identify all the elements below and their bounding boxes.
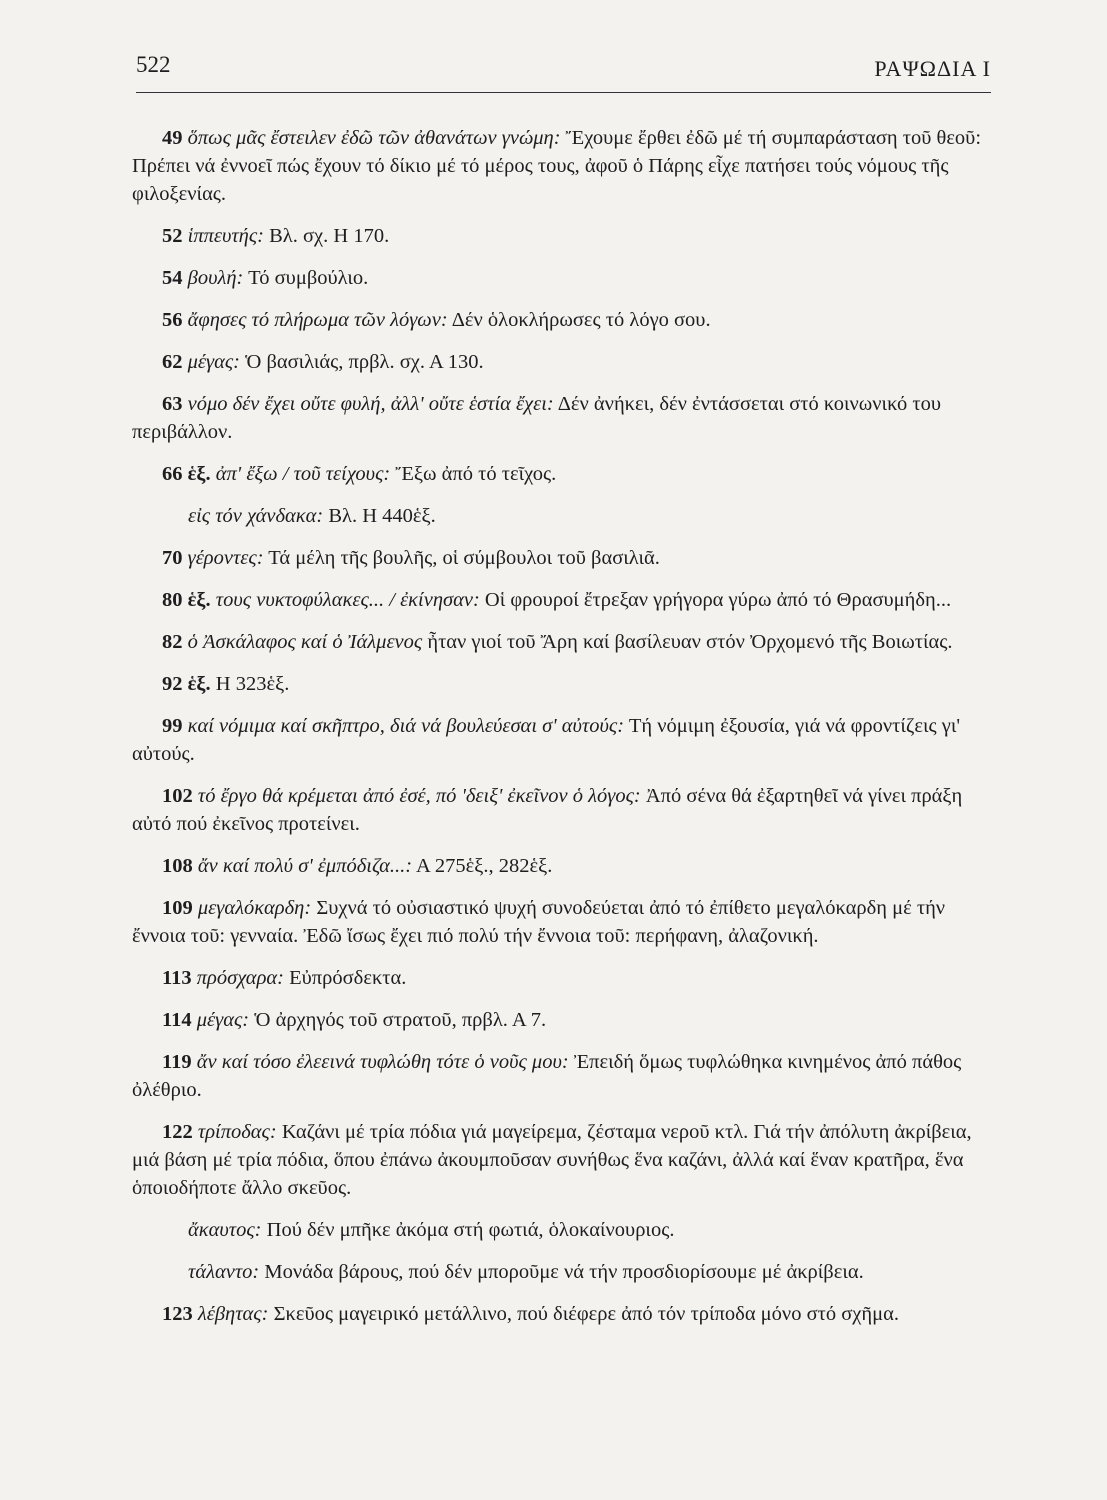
lemma: ὅπως μᾶς ἔστειλεν ἐδῶ τῶν ἀθανάτων γνώμη: [187,127,561,149]
note-entry [132,712,987,768]
verse-number: 70 [162,547,183,569]
lemma: γέροντες: [187,547,264,569]
lemma: εἰς τόν χάνδακα: [188,505,324,527]
note-entry [132,1300,987,1328]
gloss-text: Α 275ἑξ., 282ἑξ. [416,855,553,877]
lemma: ἄκαυτος: [188,1219,262,1241]
note-entry [132,1216,987,1244]
note-entry [132,1006,987,1034]
note-entry [132,964,987,992]
gloss-text: Ἔξω ἀπό τό τεῖχος. [395,463,557,485]
verse-number: 108 [162,855,193,877]
lemma: ὁ Ἀσκάλαφος καί ὁ Ἰάλμενος [187,631,423,653]
gloss-text: Ὁ ἀρχηγός τοῦ στρατοῦ, πρβλ. Α 7. [254,1009,547,1031]
note-entry [132,222,987,250]
verse-number: 49 [162,127,183,149]
gloss-text: Πού δέν μπῆκε ἀκόμα στή φωτιά, ὁλοκαίνουριος. [266,1219,675,1241]
gloss-text: Μονάδα βάρους, πού δέν μποροῦμε νά τήν προσδιορίσουμε μέ ἀκρίβεια. [264,1261,864,1283]
gloss-text: Βλ. σχ. Η 170. [269,225,390,247]
lemma: ἄν καί τόσο ἐλεεινά τυφλώθη τότε ὁ νοῦς μου: [196,1051,569,1073]
verse-number: 99 [162,715,183,737]
verse-number: 113 [162,967,192,989]
verse-number: 54 [162,267,183,289]
gloss-text: Ὁ βασιλιάς, πρβλ. σχ. Α 130. [245,351,484,373]
gloss-text: Καζάνι μέ τρία πόδια γιά μαγείρεμα, ζέσταμα νεροῦ κτλ. Γιά τήν ἀπόλυτη ἀκρίβεια, μιά βάση μέ τρία πόδια, ὅπου ἐπάνω ἀκουμποῦσαν συνήθως ἕνα καζάνι, ἀλλά καί ἕναν κρατῆρα, ἕνα ὁποιοδήποτε ἄλλο σκεῦος. [132,1121,972,1199]
lemma: ἱππευτής: [187,225,264,247]
gloss-text: Δέν ὁλοκλήρωσες τό λόγο σου. [451,309,711,331]
gloss-text: Δέν ἀνήκει, δέν ἐντάσσεται στό κοινωνικό του περιβάλλον. [132,393,941,443]
lemma: βουλή: [187,267,244,289]
lemma: καί νόμιμα καί σκῆπτρο, διά νά βουλεύεσαι σ' αὐτούς: [187,715,625,737]
verse-number: 119 [162,1051,192,1073]
gloss-text: ἦταν γιοί τοῦ Ἄρη καί βασίλευαν στόν Ὀρχομενό τῆς Βοιωτίας. [427,631,953,653]
note-entry [132,502,987,530]
lemma: τάλαντο: [188,1261,260,1283]
verse-number: 82 [162,631,183,653]
verse-number: 123 [162,1303,193,1325]
gloss-text: Η 323ἑξ. [215,673,290,695]
verse-number: 80 ἑξ. [162,589,211,611]
note-entry [132,670,987,698]
gloss-text: Εὐπρόσδεκτα. [289,967,407,989]
verse-number: 102 [162,785,193,807]
gloss-text: Σκεῦος μαγειρικό μετάλλινο, πού διέφερε ἀπό τόν τρίποδα μόνο στό σχῆμα. [273,1303,899,1325]
verse-number: 92 ἑξ. [162,673,211,695]
gloss-text: Ἐπειδή ὅμως τυφλώθηκα κινημένος ἀπό πάθος ὀλέθριο. [132,1051,962,1101]
verse-number: 109 [162,897,193,919]
verse-number: 56 [162,309,183,331]
note-entry [132,1258,987,1286]
verse-number: 62 [162,351,183,373]
gloss-text: Τό συμβούλιο. [248,267,369,289]
lemma: τους νυκτοφύλακες... / ἐκίνησαν: [215,589,480,611]
note-entry [132,782,987,838]
note-entry [132,124,987,208]
note-entry [132,852,987,880]
running-title: ΡΑΨΩΔΙΑ Ι [874,56,991,81]
gloss-text: Ἔχουμε ἔρθει ἐδῶ μέ τή συμπαράσταση τοῦ θεοῦ: Πρέπει νά ἐννοεῖ πώς ἔχουν τό δίκιο μέ τό μέρος τους, ἀφοῦ ὁ Πάρης εἶχε πατήσει τούς νόμους τῆς φιλοξενίας. [132,127,982,205]
lemma: τό ἔργο θά κρέμεται ἀπό ἐσέ, πό 'δειξ' ἐκεῖνον ὁ λόγος: [197,785,641,807]
gloss-text: Οἱ φρουροί ἔτρεξαν γρήγορα γύρω ἀπό τό Θρασυμήδη... [484,589,952,611]
verse-number: 66 ἑξ. [162,463,211,485]
verse-number: 63 [162,393,183,415]
lemma: ἀπ' ἔξω / τοῦ τείχους: [215,463,391,485]
gloss-text: Τά μέλη τῆς βουλῆς, οἱ σύμβουλοι τοῦ βασιλιᾶ. [268,547,660,569]
note-entry [132,460,987,488]
lemma: μέγας: [187,351,240,373]
note-entry [132,306,987,334]
verse-number: 122 [162,1121,193,1143]
note-entry [132,264,987,292]
note-entry [132,894,987,950]
note-entry [132,1048,987,1104]
lemma: λέβητας: [197,1303,269,1325]
commentary-notes [132,124,987,1342]
note-entry [132,586,987,614]
lemma: πρόσχαρα: [196,967,284,989]
lemma: ἄν καί πολύ σ' ἐμπόδιζα...: [197,855,413,877]
page-header [136,52,991,93]
gloss-text: Ἀπό σένα θά ἐξαρτηθεῖ νά γίνει πράξη αὐτό πού ἐκεῖνος προτείνει. [132,785,963,835]
gloss-text: Τή νόμιμη ἐξουσία, γιά νά φροντίζεις γι' αὐτούς. [132,715,961,765]
lemma: μέγας: [196,1009,250,1031]
note-entry [132,390,987,446]
verse-number: 52 [162,225,183,247]
note-entry [132,1118,987,1202]
lemma: ἄφησες τό πλήρωμα τῶν λόγων: [187,309,448,331]
lemma: τρίποδας: [197,1121,277,1143]
lemma: νόμο δέν ἔχει οὔτε φυλή, ἀλλ' οὔτε ἑστία ἔχει: [187,393,554,415]
lemma: μεγαλόκαρδη: [197,897,312,919]
note-entry [132,348,987,376]
verse-number: 114 [162,1009,192,1031]
note-entry [132,544,987,572]
gloss-text: Συχνά τό οὐσιαστικό ψυχή συνοδεύεται ἀπό τό ἐπίθετο μεγαλόκαρδη μέ τήν ἔννοια τοῦ: γενναία. Ἐδῶ ἴσως ἔχει πιό πολύ τήν ἔννοια τοῦ: περήφανη, ἀλαζονική. [132,897,946,947]
page-number: 522 [136,52,171,77]
gloss-text: Βλ. Η 440ἑξ. [328,505,436,527]
note-entry [132,628,987,656]
